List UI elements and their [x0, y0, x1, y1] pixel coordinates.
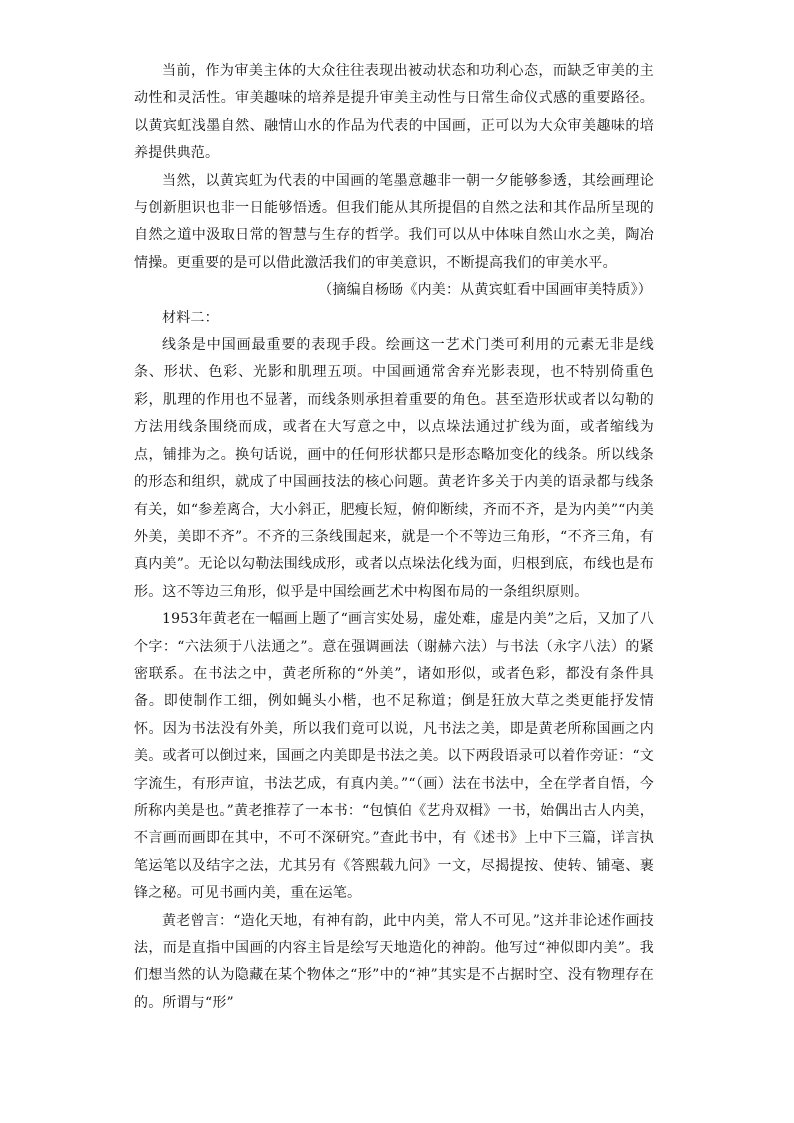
paragraph-1: 当前，作为审美主体的大众往往表现出被动状态和功利心态，而缺乏审美的主动性和灵活性。审美趣味的培养是提升审美主动性与日常生命仪式感的重要路径。以黄宾虹浅墨自然、融情山水的作品为代表的中国画，正可以为大众审美趣味的培养提供典范。 [134, 63, 654, 162]
paragraph-2: 当然，以黄宾虹为代表的中国画的笔墨意趣非一朝一夕能够参透，其绘画理论与创新胆识也非一日能够悟透。但我们能从其所提倡的自然之法和其作品所呈现的自然之道中汲取日常的智慧与生存的哲学。我们可以从中体味自然山水之美，陶冶情操。更重要的是可以借此激活我们的审美意识，不断提高我们的审美水平。 [134, 172, 654, 271]
source-citation: （摘编自杨旸《内美：从黄宾虹看中国画审美特质》） [318, 282, 652, 299]
section-heading: 材料二： [162, 309, 219, 326]
paragraph-4: 1953年黄老在一幅画上题了“画言实处易，虚处难，虚是内美”之后，又加了八个字：“六法须于八法通之”。意在强调画法（谢赫六法）与书法（永字八法）的紧密联系。在书法之中，黄老所称的“外美”，诸如形似，或者色彩，都没有条件具备。即使制作工细，例如蝇头小楷，也不足称道；倒是狂放大草之类更能抒发情怀。因为书法没有外美，所以我们竟可以说，凡书法之美，即是黄老所称国画之内美。或者可以倒过来，国画之内美即是书法之美。以下两段语录可以着作旁证：“文字流生，有形声谊，书法艺成，有真内美。”“（画）法在书法中，全在学者自悟，今所称内美是也。”黄老推荐了一本书：“包慎伯《艺舟双楫》一书，始偶出古人内美，不言画而画即在其中，不可不深研究。”查此书中，有《述书》上中下三篇，详言执笔运笔以及结字之法，尤其另有《答熙载九问》一文，尽揭提按、使转、铺毫、裹锋之秘。可见书画内美，重在运笔。 [134, 611, 654, 902]
paragraph-5: 黄老曾言：“造化天地，有神有韵，此中内美，常人不可见。”这并非论述作画技法，而是直指中国画的内容主旨是绘写天地造化的神韵。他写过“神似即内美”。我们想当然的认为隐藏在某个物体之“形”中的“神”其实是不占据时空、没有物理存在的。所谓与“形” [134, 912, 654, 1011]
paragraph-3: 线条是中国画最重要的表现手段。绘画这一艺术门类可利用的元素无非是线条、形状、色彩、光影和肌理五项。中国画通常舍弃光影表现，也不特别倚重色彩，肌理的作用也不显著，而线条则承担着重要的角色。甚至造形状或者以勾勒的方法用线条围绕而成，或者在大写意之中，以点垛法通过扩线为面，或者缩线为点，铺排为之。换句话说，画中的任何形状都只是形态略加变化的线条。所以线条的形态和组织，就成了中国画技法的核心问题。黄老许多关于内美的语录都与线条有关，如“参差离合，大小斜正，肥瘦长短，俯仰断续，齐而不齐，是为内美”“内美外美，美即不齐”。不齐的三条线围起来，就是一个不等边三角形，“不齐三角，有真内美”。无论以勾勒法围线成形，或者以点垛法化线为面，归根到底，布线也是布形。这不等边三角形，似乎是中国绘画艺术中构图布局的一条组织原则。 [134, 337, 654, 600]
document-page [134, 58, 654, 1017]
